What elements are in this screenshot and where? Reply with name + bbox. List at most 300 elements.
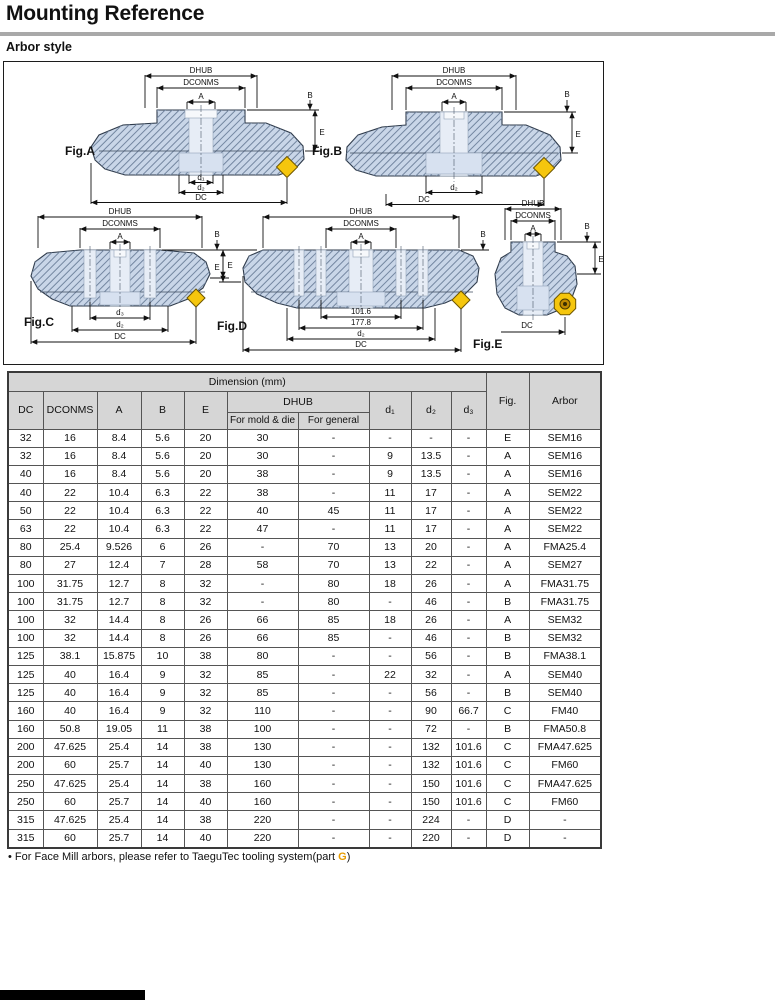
table-row xyxy=(8,775,601,793)
table-cell: 160 xyxy=(227,775,298,793)
table-cell: - xyxy=(369,775,411,793)
table-cell: FMA31.75 xyxy=(529,593,601,611)
table-cell: 26 xyxy=(184,611,227,629)
table-cell: 224 xyxy=(411,811,451,829)
dim-label: B xyxy=(307,91,313,100)
table-cell: 150 xyxy=(411,793,451,811)
table-cell: 16.4 xyxy=(97,665,141,683)
table-cell: 315 xyxy=(8,811,43,829)
table-cell: - xyxy=(227,575,298,593)
table-cell: SEM40 xyxy=(529,684,601,702)
table-row xyxy=(8,447,601,465)
table-cell: B xyxy=(486,647,529,665)
table-cell: 20 xyxy=(184,429,227,447)
col-header-fig: Fig. xyxy=(486,372,529,429)
table-cell: 80 xyxy=(298,593,369,611)
dim-label: d₁ xyxy=(197,173,205,182)
table-cell: 27 xyxy=(43,556,97,574)
table-cell: SEM16 xyxy=(529,447,601,465)
table-cell: SEM22 xyxy=(529,484,601,502)
table-cell: 32 xyxy=(184,665,227,683)
table-row xyxy=(8,575,601,593)
dim-label: DHUB xyxy=(521,199,545,208)
table-cell: 38 xyxy=(184,775,227,793)
table-cell: 32 xyxy=(43,611,97,629)
table-cell: C xyxy=(486,775,529,793)
table-cell: 72 xyxy=(411,720,451,738)
table-cell: 6.3 xyxy=(141,484,184,502)
table-cell: 7 xyxy=(141,556,184,574)
table-cell: 25.7 xyxy=(97,829,141,848)
table-cell: SEM22 xyxy=(529,502,601,520)
table-cell: 22 xyxy=(184,484,227,502)
table-cell: 40 xyxy=(227,502,298,520)
table-cell: 130 xyxy=(227,738,298,756)
table-cell: 13 xyxy=(369,556,411,574)
dim-label: B xyxy=(480,230,486,239)
table-cell: 250 xyxy=(8,793,43,811)
table-cell: 101.6 xyxy=(451,775,486,793)
figure-e-drawing xyxy=(471,196,606,366)
dim-label: A xyxy=(530,224,536,233)
table-cell: - xyxy=(369,756,411,774)
table-cell: - xyxy=(369,829,411,848)
table-cell: 8.4 xyxy=(97,465,141,483)
table-cell: - xyxy=(529,829,601,848)
table-cell: 25.4 xyxy=(97,738,141,756)
table-cell: 20 xyxy=(184,465,227,483)
table-cell: 46 xyxy=(411,593,451,611)
table-cell: - xyxy=(369,793,411,811)
table-cell: - xyxy=(369,593,411,611)
table-cell: 60 xyxy=(43,793,97,811)
table-cell: 32 xyxy=(184,702,227,720)
dim-label: d₂ xyxy=(197,183,205,192)
table-cell: 40 xyxy=(184,829,227,848)
table-cell: C xyxy=(486,738,529,756)
table-row xyxy=(8,629,601,647)
table-cell: - xyxy=(451,484,486,502)
table-cell: 5.6 xyxy=(141,429,184,447)
figure-label: Fig.C xyxy=(24,315,54,329)
table-cell: C xyxy=(486,756,529,774)
table-body xyxy=(8,429,601,848)
table-cell: FM60 xyxy=(529,756,601,774)
table-cell: 66.7 xyxy=(451,702,486,720)
table-cell: 66 xyxy=(227,629,298,647)
table-cell: - xyxy=(369,429,411,447)
table-cell: FM60 xyxy=(529,793,601,811)
table-row xyxy=(8,484,601,502)
table-cell: 32 xyxy=(184,684,227,702)
table-cell: 14 xyxy=(141,738,184,756)
table-cell: 13.5 xyxy=(411,465,451,483)
table-row xyxy=(8,811,601,829)
table-cell: 26 xyxy=(184,629,227,647)
table-row xyxy=(8,684,601,702)
table-cell: 70 xyxy=(298,556,369,574)
dim-label: d₂ xyxy=(450,183,458,192)
table-cell: 38.1 xyxy=(43,647,97,665)
col-header-dhub: DHUB xyxy=(227,391,369,412)
table-cell: 47.625 xyxy=(43,775,97,793)
table-cell: 250 xyxy=(8,775,43,793)
table-cell: 13 xyxy=(369,538,411,556)
dim-label: E xyxy=(319,128,325,137)
table-cell: 13.5 xyxy=(411,447,451,465)
table-cell: 19.05 xyxy=(97,720,141,738)
figure-c-drawing xyxy=(10,206,235,361)
table-cell: 32 xyxy=(8,447,43,465)
table-cell: - xyxy=(411,429,451,447)
dim-label: A xyxy=(451,92,457,101)
table-cell: 8 xyxy=(141,629,184,647)
table-cell: B xyxy=(486,593,529,611)
table-cell: 12.4 xyxy=(97,556,141,574)
table-cell: - xyxy=(451,502,486,520)
table-cell: 26 xyxy=(184,538,227,556)
table-cell: B xyxy=(486,720,529,738)
table-cell: FMA25.4 xyxy=(529,538,601,556)
table-cell: 85 xyxy=(298,629,369,647)
table-row xyxy=(8,429,601,447)
table-cell: 100 xyxy=(8,593,43,611)
table-cell: 125 xyxy=(8,684,43,702)
footnote-text: For Face Mill arbors, please refer to TaeguTec tooling system(part xyxy=(14,851,339,863)
table-cell: B xyxy=(486,684,529,702)
table-cell: 220 xyxy=(411,829,451,848)
table-cell: 220 xyxy=(227,811,298,829)
table-cell: 220 xyxy=(227,829,298,848)
table-cell: - xyxy=(451,811,486,829)
table-row xyxy=(8,793,601,811)
table-cell: - xyxy=(451,575,486,593)
table-row xyxy=(8,556,601,574)
table-cell: - xyxy=(529,811,601,829)
table-cell: - xyxy=(451,447,486,465)
table-cell: 11 xyxy=(369,520,411,538)
col-header-arbor: Arbor xyxy=(529,372,601,429)
col-header-dconms: DCONMS xyxy=(43,391,97,429)
table-cell: - xyxy=(298,465,369,483)
table-cell: 32 xyxy=(411,665,451,683)
table-cell: 28 xyxy=(184,556,227,574)
table-cell: - xyxy=(451,611,486,629)
table-row xyxy=(8,593,601,611)
table-cell: 22 xyxy=(184,520,227,538)
table-cell: 9 xyxy=(141,665,184,683)
footnote-close: ) xyxy=(346,851,351,863)
table-cell: 16 xyxy=(43,447,97,465)
col-header-d1: d₁ xyxy=(369,391,411,429)
table-cell: B xyxy=(486,629,529,647)
table-cell: 80 xyxy=(298,575,369,593)
dim-label: DHUB xyxy=(349,207,373,216)
dim-label: 177.8 xyxy=(350,318,372,327)
table-cell: - xyxy=(298,811,369,829)
table-cell: 25.7 xyxy=(97,793,141,811)
table-cell: A xyxy=(486,447,529,465)
table-cell: A xyxy=(486,556,529,574)
table-cell: - xyxy=(369,811,411,829)
table-cell: 26 xyxy=(411,575,451,593)
table-cell: 40 xyxy=(8,465,43,483)
table-cell: 9.526 xyxy=(97,538,141,556)
table-cell: - xyxy=(451,684,486,702)
figure-label: Fig.E xyxy=(473,337,503,351)
table-cell: 100 xyxy=(8,611,43,629)
figure-label: Fig.A xyxy=(65,144,95,158)
table-row xyxy=(8,756,601,774)
table-row xyxy=(8,611,601,629)
figure-label: Fig.D xyxy=(217,319,247,333)
table-cell: 101.6 xyxy=(451,738,486,756)
table-cell: 46 xyxy=(411,629,451,647)
figure-a-drawing xyxy=(53,63,333,213)
col-header-d2: d₂ xyxy=(411,391,451,429)
table-cell: A xyxy=(486,484,529,502)
table-cell: A xyxy=(486,465,529,483)
table-cell: 40 xyxy=(43,684,97,702)
table-cell: FMA47.625 xyxy=(529,775,601,793)
table-cell: 47.625 xyxy=(43,811,97,829)
table-cell: 40 xyxy=(8,484,43,502)
dim-label: d₂ xyxy=(357,329,365,338)
dimension-table xyxy=(7,371,602,849)
table-cell: 90 xyxy=(411,702,451,720)
figure-label: Fig.B xyxy=(312,144,342,158)
table-row xyxy=(8,738,601,756)
table-cell: 22 xyxy=(43,502,97,520)
table-cell: D xyxy=(486,811,529,829)
table-cell: 130 xyxy=(227,756,298,774)
table-cell: FMA50.8 xyxy=(529,720,601,738)
table-cell: - xyxy=(451,629,486,647)
table-cell: 63 xyxy=(8,520,43,538)
table-cell: 17 xyxy=(411,502,451,520)
table-cell: 25.7 xyxy=(97,756,141,774)
table-cell: 14.4 xyxy=(97,611,141,629)
col-header-a: A xyxy=(97,391,141,429)
table-cell: 12.7 xyxy=(97,593,141,611)
table-cell: - xyxy=(451,829,486,848)
title-rule xyxy=(0,32,775,36)
table-cell: FMA38.1 xyxy=(529,647,601,665)
dim-label: DC xyxy=(114,332,126,341)
table-cell: 16.4 xyxy=(97,684,141,702)
table-cell: 66 xyxy=(227,611,298,629)
table-cell: - xyxy=(298,738,369,756)
table-cell: 30 xyxy=(227,447,298,465)
table-cell: 47.625 xyxy=(43,738,97,756)
table-cell: - xyxy=(451,720,486,738)
table-cell: 38 xyxy=(227,484,298,502)
table-cell: 40 xyxy=(43,665,97,683)
table-cell: - xyxy=(451,556,486,574)
table-cell: SEM22 xyxy=(529,520,601,538)
footnote-bullet: • xyxy=(8,851,12,863)
table-cell: 12.7 xyxy=(97,575,141,593)
table-row xyxy=(8,538,601,556)
dim-label: DC xyxy=(418,195,430,204)
table-cell: 22 xyxy=(369,665,411,683)
table-cell: A xyxy=(486,520,529,538)
table-cell: SEM16 xyxy=(529,429,601,447)
col-header-dhub-general: For general xyxy=(298,412,369,429)
table-cell: 38 xyxy=(184,647,227,665)
dim-label: d₂ xyxy=(116,320,124,329)
table-cell: FMA31.75 xyxy=(529,575,601,593)
table-cell: 80 xyxy=(227,647,298,665)
table-cell: 56 xyxy=(411,684,451,702)
table-cell: 14 xyxy=(141,811,184,829)
table-cell: 6.3 xyxy=(141,502,184,520)
table-cell: 17 xyxy=(411,520,451,538)
table-cell: 14.4 xyxy=(97,629,141,647)
table-cell: 80 xyxy=(8,538,43,556)
table-cell: E xyxy=(486,429,529,447)
table-cell: - xyxy=(369,738,411,756)
table-cell: 132 xyxy=(411,738,451,756)
table-cell: D xyxy=(486,829,529,848)
table-cell: C xyxy=(486,793,529,811)
table-cell: 10.4 xyxy=(97,502,141,520)
table-cell: 8.4 xyxy=(97,429,141,447)
dim-label: DC xyxy=(355,340,367,349)
dim-label: DC xyxy=(195,193,207,202)
table-cell: 18 xyxy=(369,575,411,593)
table-cell: 85 xyxy=(298,611,369,629)
table-cell: 11 xyxy=(369,502,411,520)
table-cell: FMA47.625 xyxy=(529,738,601,756)
arbor-style-diagram-panel xyxy=(3,61,604,365)
table-cell: 8 xyxy=(141,575,184,593)
table-cell: 38 xyxy=(227,465,298,483)
dim-label: DCONMS xyxy=(102,219,138,228)
table-cell: 32 xyxy=(184,593,227,611)
col-header-dc: DC xyxy=(8,391,43,429)
table-cell: - xyxy=(298,702,369,720)
table-row xyxy=(8,665,601,683)
table-cell: 6.3 xyxy=(141,520,184,538)
table-cell: - xyxy=(451,520,486,538)
table-cell: - xyxy=(298,775,369,793)
table-cell: - xyxy=(298,647,369,665)
table-cell: - xyxy=(298,793,369,811)
table-cell: 8 xyxy=(141,611,184,629)
table-row xyxy=(8,829,601,848)
dim-label: DCONMS xyxy=(343,219,379,228)
dim-label: DCONMS xyxy=(436,78,472,87)
table-cell: - xyxy=(298,520,369,538)
table-cell: 5.6 xyxy=(141,447,184,465)
table-cell: SEM27 xyxy=(529,556,601,574)
table-cell: 110 xyxy=(227,702,298,720)
table-cell: 85 xyxy=(227,684,298,702)
table-cell: 11 xyxy=(369,484,411,502)
table-cell: 10 xyxy=(141,647,184,665)
table-cell: 16.4 xyxy=(97,702,141,720)
table-cell: A xyxy=(486,538,529,556)
table-cell: A xyxy=(486,611,529,629)
table-cell: 8 xyxy=(141,593,184,611)
table-cell: - xyxy=(227,538,298,556)
dim-label: A xyxy=(358,232,364,241)
dim-label: E xyxy=(214,263,220,272)
table-cell: 22 xyxy=(184,502,227,520)
table-cell: 160 xyxy=(8,702,43,720)
table-cell: 125 xyxy=(8,665,43,683)
table-cell: 9 xyxy=(369,465,411,483)
footnote-part-link[interactable]: G xyxy=(338,851,347,863)
dim-label: DC xyxy=(521,321,533,330)
table-cell: 40 xyxy=(184,756,227,774)
figure-b-drawing xyxy=(306,63,586,213)
dim-label: 101.6 xyxy=(350,307,372,316)
table-cell: FM40 xyxy=(529,702,601,720)
table-cell: - xyxy=(369,684,411,702)
col-header-dhub-mold: For mold & die xyxy=(227,412,298,429)
table-cell: 40 xyxy=(184,793,227,811)
dim-label: d₃ xyxy=(116,308,124,317)
table-cell: 315 xyxy=(8,829,43,848)
dim-label: B xyxy=(564,90,570,99)
table-cell: - xyxy=(451,538,486,556)
table-cell: 80 xyxy=(8,556,43,574)
dim-label: DHUB xyxy=(442,66,466,75)
table-row xyxy=(8,502,601,520)
dim-label: E xyxy=(575,130,581,139)
table-cell: 5.6 xyxy=(141,465,184,483)
table-cell: 32 xyxy=(43,629,97,647)
table-cell: 60 xyxy=(43,756,97,774)
table-cell: 101.6 xyxy=(451,756,486,774)
dim-label: E xyxy=(598,255,604,264)
col-header-b: B xyxy=(141,391,184,429)
table-cell: - xyxy=(451,665,486,683)
table-cell: 25.4 xyxy=(43,538,97,556)
dim-label: E xyxy=(227,261,233,270)
table-cell: 32 xyxy=(184,575,227,593)
table-cell: 56 xyxy=(411,647,451,665)
table-cell: 32 xyxy=(8,429,43,447)
table-cell: 200 xyxy=(8,738,43,756)
table-cell: 60 xyxy=(43,829,97,848)
table-cell: - xyxy=(451,593,486,611)
table-cell: 6 xyxy=(141,538,184,556)
dim-label: B xyxy=(584,222,590,231)
table-cell: 26 xyxy=(411,611,451,629)
table-cell: 38 xyxy=(184,738,227,756)
table-cell: - xyxy=(451,465,486,483)
dim-label: DHUB xyxy=(189,66,213,75)
table-cell: 31.75 xyxy=(43,575,97,593)
table-cell: 15.875 xyxy=(97,647,141,665)
table-cell: 160 xyxy=(227,793,298,811)
table-cell: 10.4 xyxy=(97,484,141,502)
table-cell: 10.4 xyxy=(97,520,141,538)
table-cell: - xyxy=(298,484,369,502)
table-cell: A xyxy=(486,502,529,520)
table-cell: - xyxy=(298,756,369,774)
table-cell: 16 xyxy=(43,465,97,483)
table-cell: 70 xyxy=(298,538,369,556)
table-cell: 22 xyxy=(411,556,451,574)
dim-label: DHUB xyxy=(108,207,132,216)
table-row xyxy=(8,465,601,483)
table-cell: 14 xyxy=(141,829,184,848)
table-cell: 20 xyxy=(411,538,451,556)
